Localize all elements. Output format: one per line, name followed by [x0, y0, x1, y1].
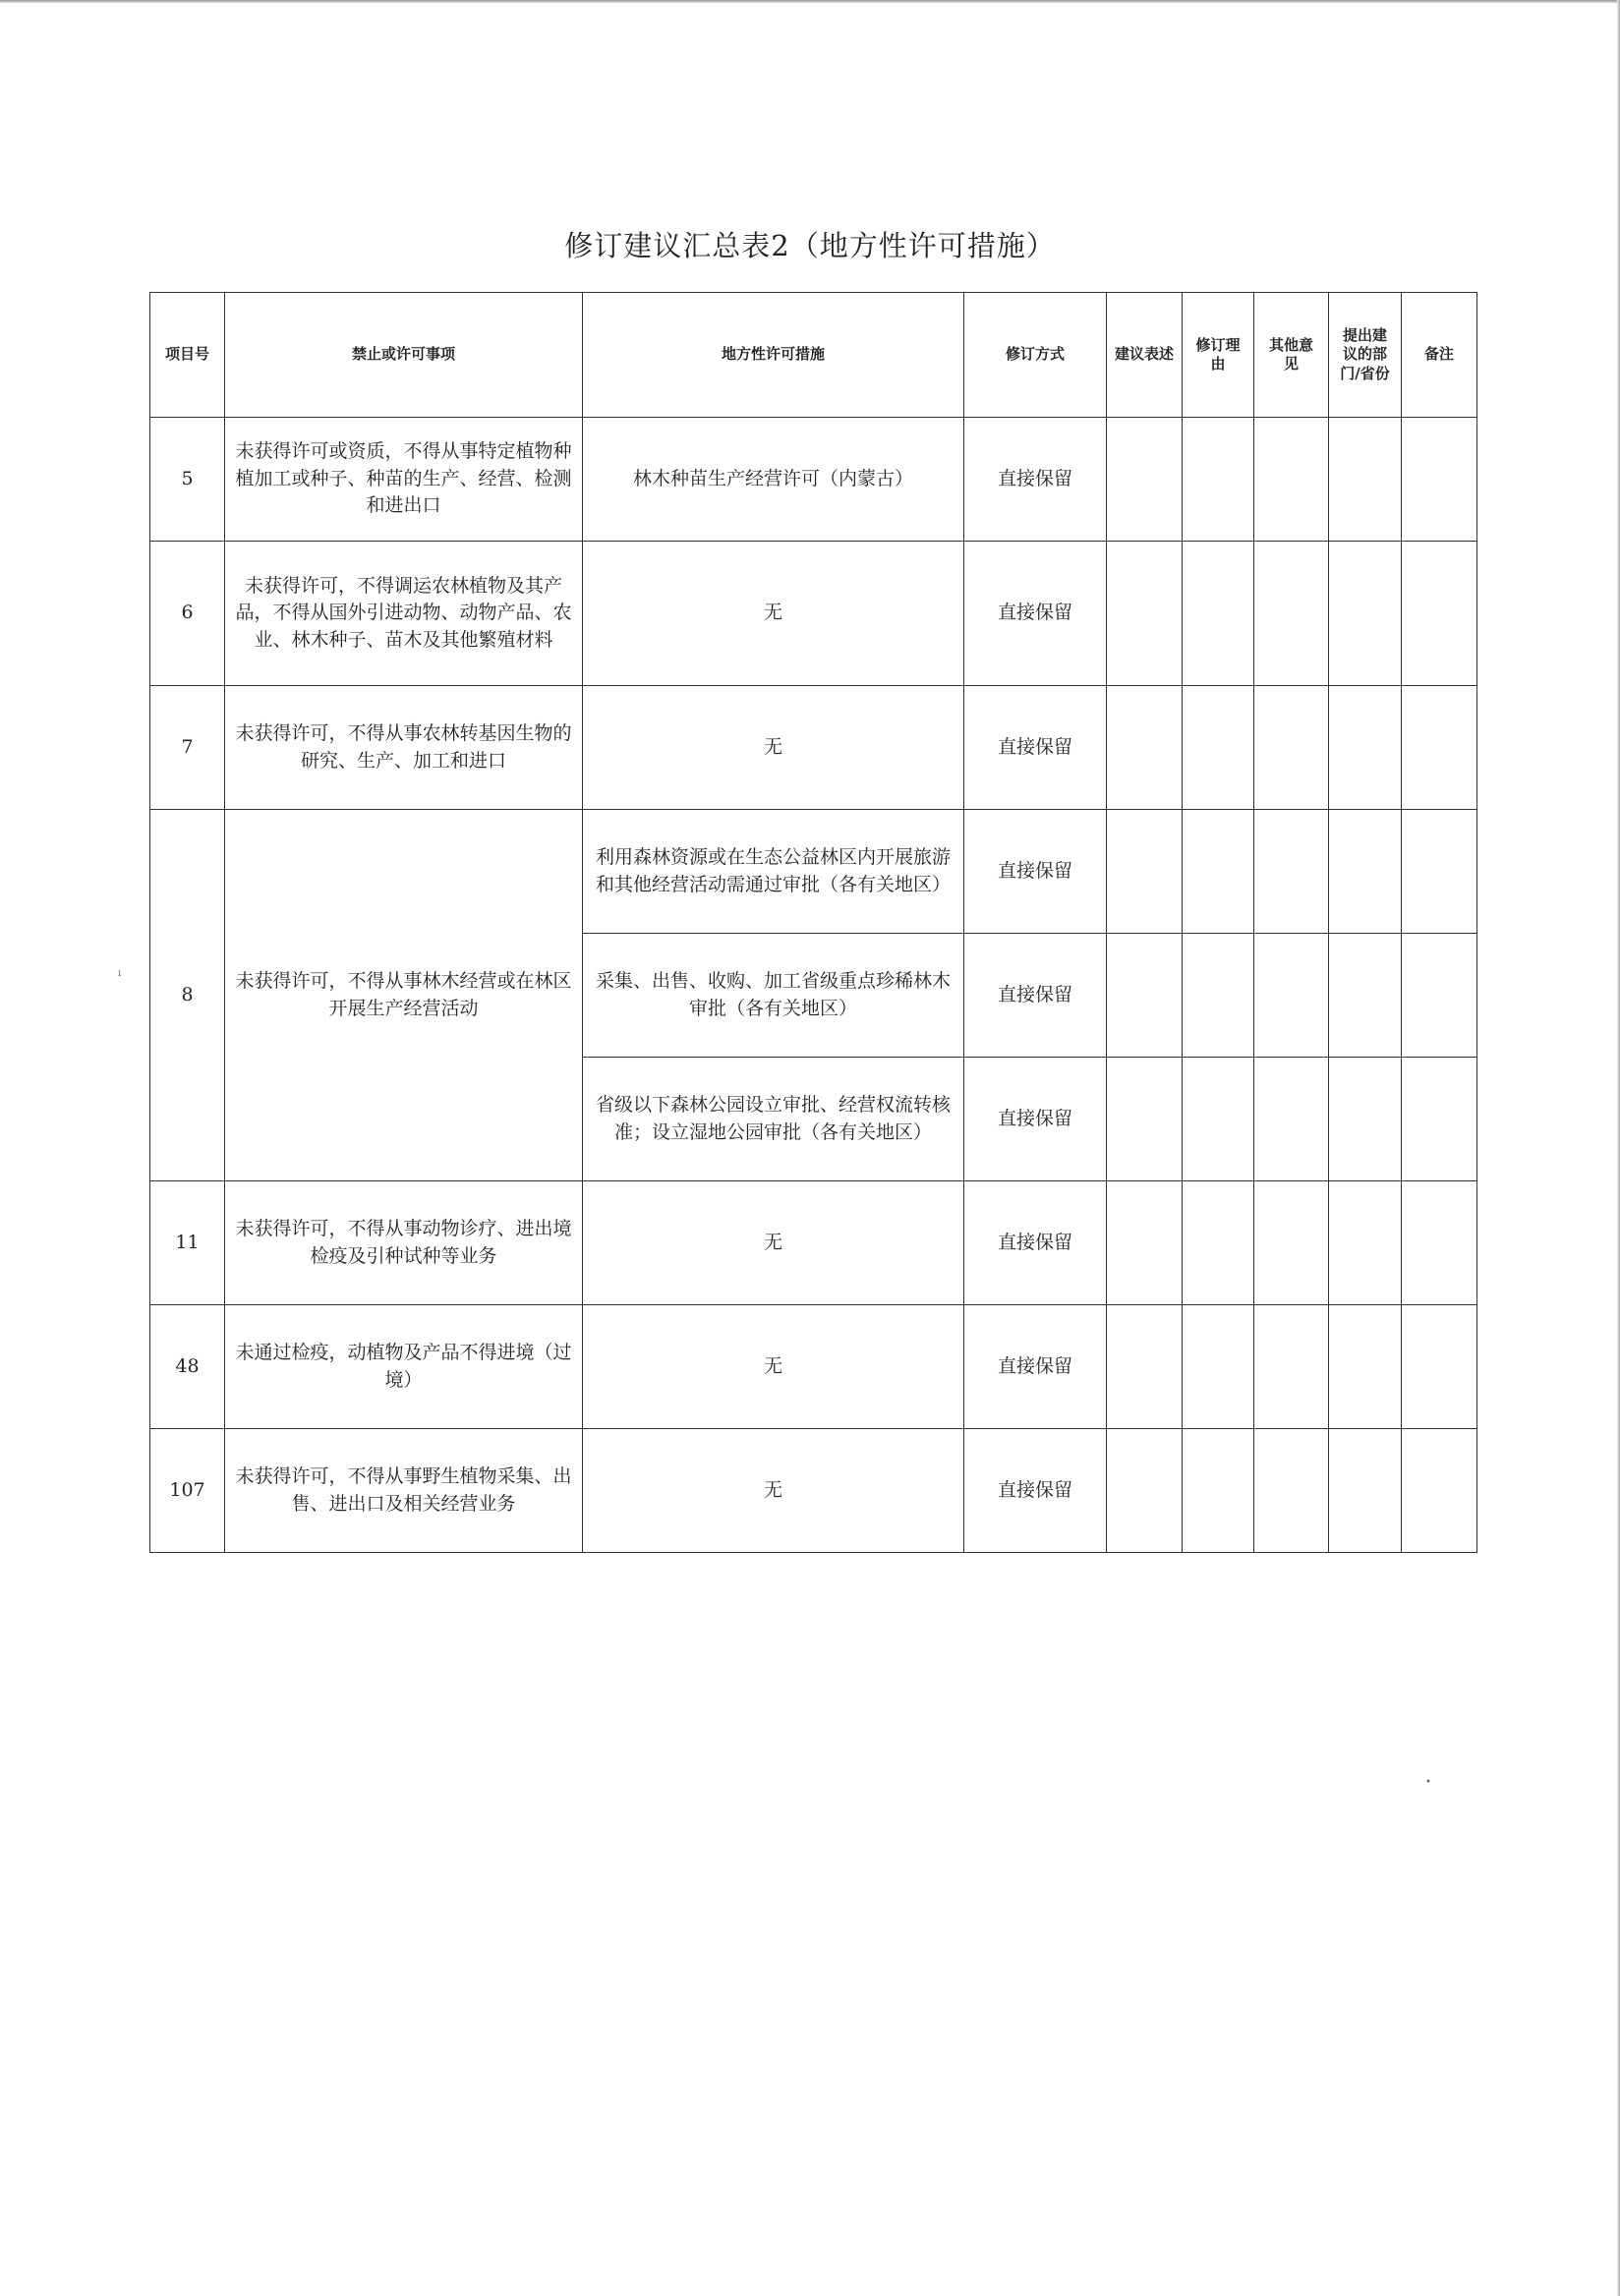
matter-cell: 未获得许可，不得从事动物诊疗、进出境检疫及引种试种等业务 — [225, 1181, 583, 1305]
other-cell — [1254, 1058, 1329, 1181]
reason-cell — [1183, 542, 1254, 686]
matter-cell: 未获得许可或资质，不得从事特定植物种植加工或种子、种苗的生产、经营、检测和进出口 — [225, 418, 583, 542]
dept-cell — [1329, 1181, 1402, 1305]
method-cell: 直接保留 — [964, 934, 1107, 1058]
remark-cell — [1402, 686, 1477, 810]
method-cell: 直接保留 — [964, 1429, 1107, 1553]
dept-cell — [1329, 810, 1402, 934]
suggestion-cell — [1107, 934, 1183, 1058]
measure-cell: 无 — [583, 542, 964, 686]
dept-cell — [1329, 934, 1402, 1058]
scan-speck: ı — [118, 968, 122, 979]
matter-cell: 未通过检疫，动植物及产品不得进境（过境） — [225, 1305, 583, 1429]
scan-edge-top — [0, 0, 1620, 3]
reason-cell — [1183, 934, 1254, 1058]
other-cell — [1254, 686, 1329, 810]
item-no-cell: 107 — [150, 1429, 225, 1553]
reason-cell — [1183, 1305, 1254, 1429]
measure-cell: 无 — [583, 686, 964, 810]
matter-cell: 未获得许可，不得调运农林植物及其产品，不得从国外引进动物、动物产品、农业、林木种子、苗木及其他繁殖材料 — [225, 542, 583, 686]
reason-cell — [1183, 1429, 1254, 1553]
method-cell: 直接保留 — [964, 1058, 1107, 1181]
method-cell: 直接保留 — [964, 418, 1107, 542]
header-item-no: 项目号 — [150, 293, 225, 418]
matter-cell: 未获得许可，不得从事农林转基因生物的研究、生产、加工和进口 — [225, 686, 583, 810]
measure-cell: 采集、出售、收购、加工省级重点珍稀林木审批（各有关地区） — [583, 934, 964, 1058]
remark-cell — [1402, 810, 1477, 934]
suggestion-cell — [1107, 686, 1183, 810]
table-row — [150, 810, 1477, 934]
remark-cell — [1402, 1429, 1477, 1553]
reason-cell — [1183, 810, 1254, 934]
measure-cell: 林木种苗生产经营许可（内蒙古） — [583, 418, 964, 542]
reason-cell — [1183, 1181, 1254, 1305]
scan-speck: • — [1425, 1777, 1431, 1788]
revision-summary-table — [149, 292, 1477, 1553]
suggestion-cell — [1107, 1058, 1183, 1181]
measure-cell: 无 — [583, 1305, 964, 1429]
dept-cell — [1329, 1058, 1402, 1181]
measure-cell: 无 — [583, 1181, 964, 1305]
table-row — [150, 542, 1477, 686]
header-matter: 禁止或许可事项 — [225, 293, 583, 418]
dept-cell — [1329, 542, 1402, 686]
method-cell: 直接保留 — [964, 1305, 1107, 1429]
measure-cell: 利用森林资源或在生态公益林区内开展旅游和其他经营活动需通过审批（各有关地区） — [583, 810, 964, 934]
table-row — [150, 686, 1477, 810]
remark-cell — [1402, 1305, 1477, 1429]
table-header-row — [150, 293, 1477, 418]
item-no-cell: 11 — [150, 1181, 225, 1305]
table-row — [150, 1429, 1477, 1553]
remark-cell — [1402, 418, 1477, 542]
matter-cell: 未获得许可，不得从事林木经营或在林区开展生产经营活动 — [225, 810, 583, 1181]
header-reason: 修订理由 — [1183, 293, 1254, 418]
header-suggestion: 建议表述 — [1107, 293, 1183, 418]
measure-cell: 无 — [583, 1429, 964, 1553]
remark-cell — [1402, 1058, 1477, 1181]
remark-cell — [1402, 1181, 1477, 1305]
other-cell — [1254, 1181, 1329, 1305]
matter-cell: 未获得许可，不得从事野生植物采集、出售、进出口及相关经营业务 — [225, 1429, 583, 1553]
reason-cell — [1183, 418, 1254, 542]
item-no-cell: 8 — [150, 810, 225, 1181]
remark-cell — [1402, 934, 1477, 1058]
table-row — [150, 418, 1477, 542]
other-cell — [1254, 418, 1329, 542]
header-measure: 地方性许可措施 — [583, 293, 964, 418]
other-cell — [1254, 934, 1329, 1058]
other-cell — [1254, 810, 1329, 934]
dept-cell — [1329, 1429, 1402, 1553]
suggestion-cell — [1107, 542, 1183, 686]
item-no-cell: 5 — [150, 418, 225, 542]
suggestion-cell — [1107, 810, 1183, 934]
header-dept: 提出建议的部门/省份 — [1329, 293, 1402, 418]
suggestion-cell — [1107, 1305, 1183, 1429]
other-cell — [1254, 1305, 1329, 1429]
item-no-cell: 48 — [150, 1305, 225, 1429]
header-other: 其他意见 — [1254, 293, 1329, 418]
method-cell: 直接保留 — [964, 810, 1107, 934]
measure-cell: 省级以下森林公园设立审批、经营权流转核准；设立湿地公园审批（各有关地区） — [583, 1058, 964, 1181]
table-row — [150, 1305, 1477, 1429]
dept-cell — [1329, 686, 1402, 810]
method-cell: 直接保留 — [964, 686, 1107, 810]
document-title: 修订建议汇总表2（地方性许可措施） — [564, 229, 1056, 262]
table-row — [150, 1181, 1477, 1305]
item-no-cell: 7 — [150, 686, 225, 810]
suggestion-cell — [1107, 1429, 1183, 1553]
header-remark: 备注 — [1402, 293, 1477, 418]
dept-cell — [1329, 1305, 1402, 1429]
method-cell: 直接保留 — [964, 1181, 1107, 1305]
reason-cell — [1183, 1058, 1254, 1181]
header-method: 修订方式 — [964, 293, 1107, 418]
dept-cell — [1329, 418, 1402, 542]
item-no-cell: 6 — [150, 542, 225, 686]
method-cell: 直接保留 — [964, 542, 1107, 686]
suggestion-cell — [1107, 418, 1183, 542]
remark-cell — [1402, 542, 1477, 686]
reason-cell — [1183, 686, 1254, 810]
suggestion-cell — [1107, 1181, 1183, 1305]
other-cell — [1254, 542, 1329, 686]
other-cell — [1254, 1429, 1329, 1553]
